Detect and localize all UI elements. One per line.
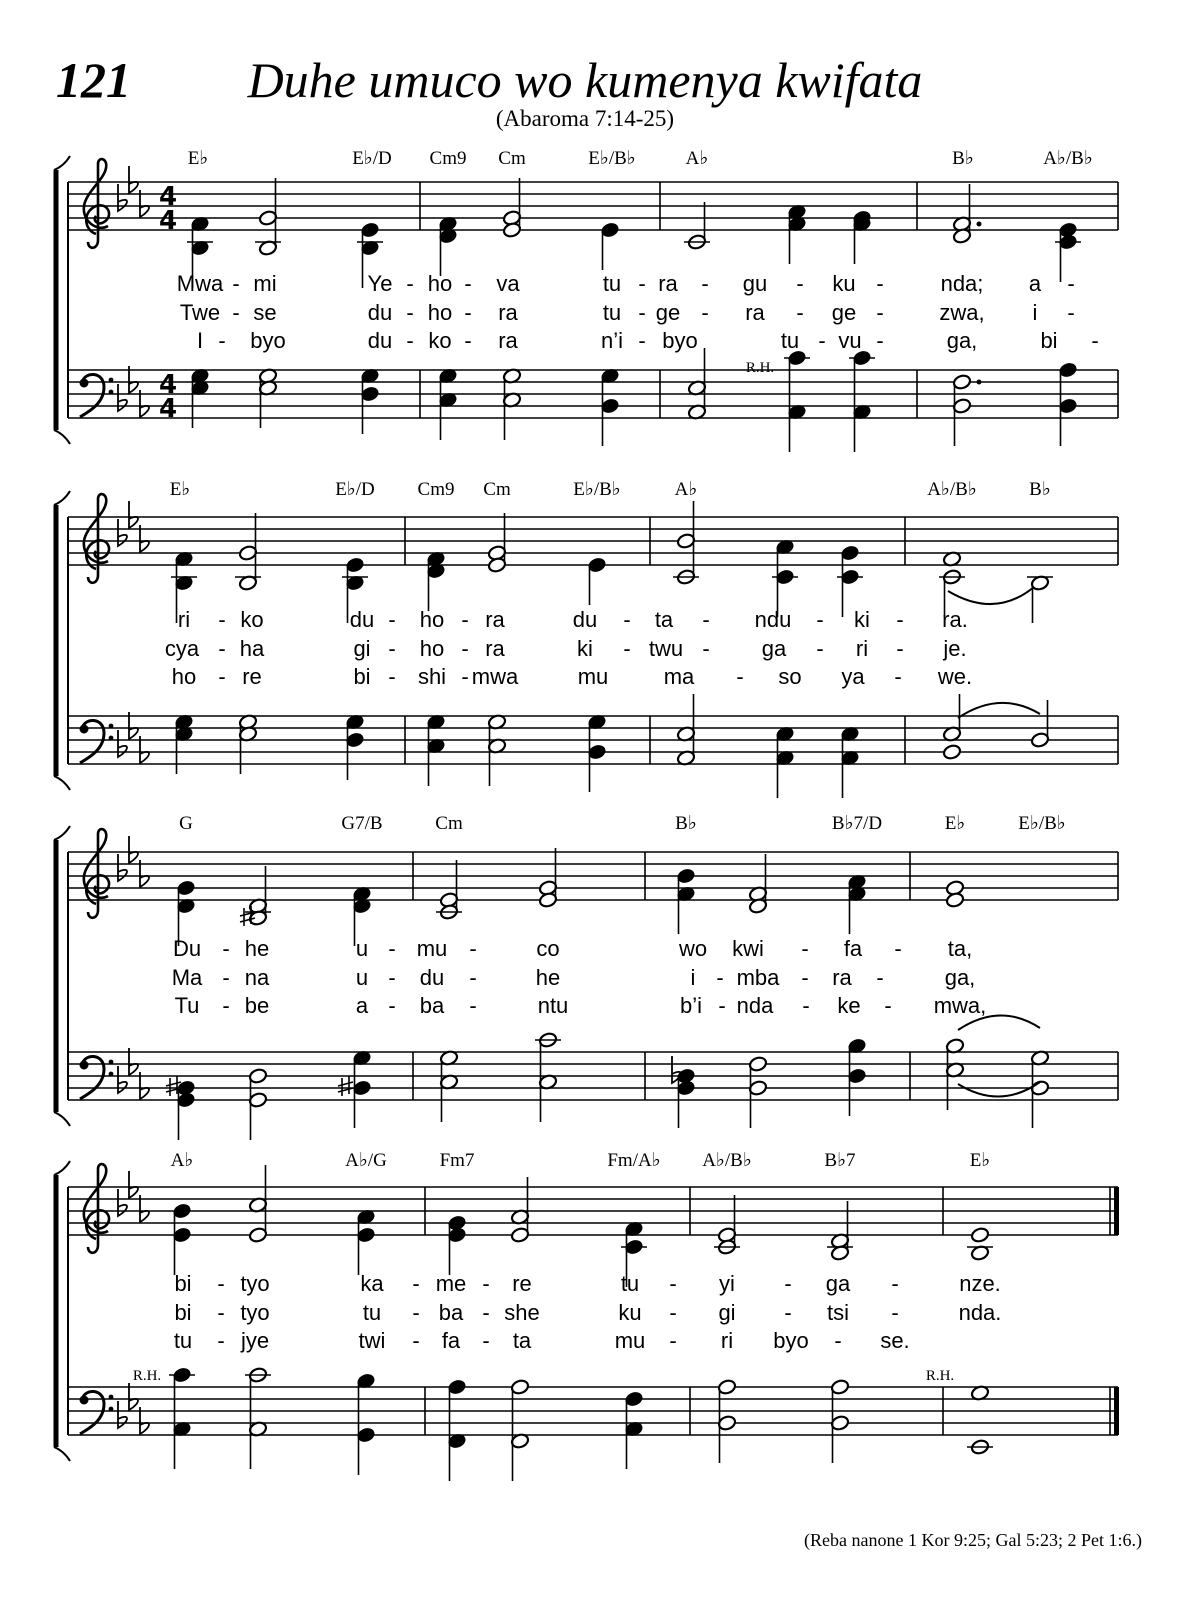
tie [948,587,1034,604]
lyric-syllable: tu [602,271,622,296]
lyric-hyphen: - [469,993,477,1018]
lyric-syllable: nda [736,993,774,1018]
lyric-syllable: i [1032,300,1038,325]
lyric-hyphen: - [1067,300,1075,325]
lyric-syllable: ha [239,636,265,661]
chord-symbol: B♭ [952,148,974,169]
chord-symbol: Fm/A♭ [607,1150,661,1171]
lyric-syllable: i [690,965,696,990]
lyric-hyphen: - [876,271,884,296]
bracket-hook-top [54,826,70,840]
lyric-syllable: Twe [179,300,221,325]
lyric-hyphen: - [1067,271,1075,296]
lyric-hyphen: - [701,271,709,296]
lyric-hyphen: - [669,1328,677,1353]
lyric-syllable: mwa, [933,993,987,1018]
lyric-syllable: ga, [946,328,978,353]
lyric-syllable: Du [172,936,202,961]
lyric-syllable: gi [718,1300,736,1325]
lyric-syllable: ga [825,1271,851,1296]
lyric-hyphen: - [669,1300,677,1325]
lyric-hyphen: - [412,1300,420,1325]
lyric-syllable: I [196,328,204,353]
lyric-syllable: ki [577,636,593,661]
flat-icon [118,519,127,546]
lyric-hyphen: - [876,965,884,990]
lyric-syllable: b’i [679,993,703,1018]
lyric-hyphen: - [891,1300,899,1325]
lyric-syllable: ho [427,271,453,296]
lyric-syllable: du [367,300,393,325]
chord-symbol: E♭ [944,813,966,834]
lyric-syllable: ndu [754,607,792,632]
lyric-syllable: ko [428,328,452,353]
lyric-syllable: se [253,300,277,325]
chord-symbol: E♭/B♭ [573,479,621,500]
bracket-hook-bottom [54,776,70,790]
chord-symbol: A♭/G [345,1150,387,1171]
lyric-syllable: mu [614,1328,646,1353]
lyric-hyphen: - [222,993,230,1018]
augmentation-dot [977,222,982,227]
lyric-syllable: ma [663,664,695,689]
lyric-hyphen: - [623,636,631,661]
lyric-hyphen: - [218,636,226,661]
bracket-hook-top [54,156,70,170]
flat-icon [118,730,127,757]
lyric-syllable: yi [719,1271,735,1296]
lyric-hyphen: - [896,607,904,632]
lyric-syllable: ba [419,993,445,1018]
lyric-syllable: byo [773,1328,809,1353]
flat-icon [129,836,138,863]
chord-symbol: E♭/B♭ [588,148,636,169]
chord-symbol: A♭/B♭ [927,479,977,500]
lyric-syllable: Mwa [176,271,224,296]
natural-icon [338,1076,353,1096]
lyric-syllable: ge [831,300,857,325]
lyric-syllable: he [244,936,270,961]
lyric-syllable: tyo [240,1300,270,1325]
right-hand-mark: R.H. [745,360,775,376]
lyric-syllable: mu [416,936,448,961]
lyric-syllable: a [355,993,369,1018]
chord-symbol: Cm [435,813,463,834]
lyric-hyphen: - [884,993,892,1018]
treble-note-notehead [970,1227,990,1244]
lyric-syllable: tsi [827,1300,849,1325]
lyric-syllable: shi [417,664,447,689]
bass-clef-dot [109,1072,114,1077]
lyric-syllable: fa [843,936,863,961]
lyric-hyphen: - [218,607,226,632]
lyric-syllable: tu [620,1271,640,1296]
lyric-syllable: du [367,328,393,353]
lyric-hyphen: - [412,1328,420,1353]
lyric-syllable: ko [240,607,264,632]
lyric-syllable: gi [353,636,371,661]
lyric-hyphen: - [464,300,472,325]
lyric-hyphen: - [876,300,884,325]
lyric-syllable: fa [441,1328,461,1353]
lyric-hyphen: - [876,328,884,353]
lyric-syllable: ra [745,300,765,325]
flat-icon [118,854,127,881]
lyric-syllable: Ye [367,271,393,296]
lyric-syllable: ku [832,271,856,296]
lyric-syllable: kwi [732,936,764,961]
lyric-hyphen: - [482,1271,490,1296]
lyric-syllable: bi [174,1271,192,1296]
lyric-hyphen: - [461,636,469,661]
lyric-hyphen: - [232,271,240,296]
lyric-syllable: be [244,993,270,1018]
bass-clef-dot [80,1396,89,1405]
bass-clef-dot [109,1395,114,1400]
lyric-syllable: ta [654,607,674,632]
lyric-hyphen: - [222,965,230,990]
lyric-hyphen: - [469,936,477,961]
lyric-hyphen: - [669,1271,677,1296]
lyric-hyphen: - [406,271,414,296]
chord-symbol: A♭/B♭ [1043,148,1093,169]
treble-clef-icon [84,1164,109,1253]
lyric-syllable: ri [855,636,869,661]
lyric-hyphen: - [816,607,824,632]
lyric-syllable: ka [360,1271,384,1296]
flat-icon [129,166,138,193]
lyric-hyphen: - [638,300,646,325]
lyric-syllable: ntu [537,993,569,1018]
chord-symbol: E♭ [169,479,191,500]
lyric-syllable: ra [832,965,852,990]
lyric-hyphen: - [388,936,396,961]
treble-clef-icon [84,494,109,583]
lyric-hyphen: - [388,993,396,1018]
lyric-syllable: bi [1040,328,1058,353]
lyric-syllable: ra [658,271,678,296]
lyric-hyphen: - [638,328,646,353]
treble-clef-path [84,494,109,583]
lyric-syllable: je. [943,636,967,661]
treble-note-notehead [945,892,965,909]
chord-symbol: E♭ [187,148,209,169]
lyric-hyphen: - [482,1328,490,1353]
lyric-syllable: we. [937,664,973,689]
chord-symbol: G7/B [341,813,383,834]
chord-symbol: Cm [498,148,526,169]
bass-clef-dot [109,390,114,395]
lyric-syllable: she [504,1300,540,1325]
lyric-syllable: ga, [944,965,976,990]
chord-symbol: A♭ [685,148,709,169]
augmentation-dot [977,380,982,385]
lyric-hyphen: - [464,271,472,296]
lyric-hyphen: - [834,1328,842,1353]
bass-clef-dot [109,724,114,729]
flat-icon [118,1189,127,1216]
treble-clef-path [84,159,109,248]
lyric-syllable: ra [485,636,505,661]
lyric-syllable: re [512,1271,532,1296]
lyric-syllable: ri [720,1328,734,1353]
lyric-syllable: Tu [174,993,200,1018]
scripture-reference: (Abaroma 7:14-25) [495,106,675,131]
bracket-hook-top [54,1161,70,1175]
lyric-syllable: cya [164,636,200,661]
treble-clef-path [84,829,109,918]
bass-clef-dot [80,1061,89,1070]
lyric-hyphen: - [716,965,724,990]
lyric-syllable: twu [648,636,684,661]
bracket-hook-bottom [54,430,70,444]
lyric-hyphen: - [388,664,396,689]
lyric-hyphen: - [638,271,646,296]
lyric-syllable: he [535,965,561,990]
lyric-hyphen: - [801,965,809,990]
lyric-hyphen: - [894,664,902,689]
lyric-syllable: tu [780,328,800,353]
lyric-syllable: byo [662,328,698,353]
lyric-hyphen: - [388,607,396,632]
lyric-syllable: nda; [940,271,984,296]
lyric-hyphen: - [796,300,804,325]
bass-clef-dot [109,1060,114,1065]
lyric-syllable: gu [742,271,768,296]
lyric-syllable: u [355,936,369,961]
lyric-hyphen: - [482,1300,490,1325]
chord-symbol: B♭ [675,813,697,834]
bass-clef-dot [109,378,114,383]
bracket-hook-bottom [54,1112,70,1126]
lyric-syllable: ho [171,664,197,689]
right-hand-mark: R.H. [132,1368,162,1384]
lyric-syllable: Ma [171,965,203,990]
lyric-syllable: re [242,664,262,689]
flat-icon [118,1401,127,1428]
lyric-syllable: du [419,965,445,990]
lyric-syllable: ta [512,1328,532,1353]
lyric-syllable: vu [838,328,862,353]
lyric-syllable: ge [655,300,681,325]
bass-clef-dot [80,379,89,388]
lyric-hyphen: - [623,607,631,632]
lyric-hyphen: - [702,636,710,661]
chord-symbol: E♭/B♭ [1018,813,1066,834]
bass-clef-dot [109,1407,114,1412]
flat-icon [118,1066,127,1093]
chord-symbol: Fm7 [439,1150,475,1171]
lyric-syllable: tu [173,1328,193,1353]
time-signature-bottom: 4 [158,206,178,236]
lyric-syllable: mi [253,271,277,296]
lyric-syllable: ya [841,664,865,689]
lyric-hyphen: - [412,1271,420,1296]
lyric-hyphen: - [217,1300,225,1325]
hymn-title-text: Duhe umuco wo kumenya kwifata [247,52,923,108]
chord-symbol: E♭ [969,1150,991,1171]
time-signature-bottom: 4 [158,394,178,424]
hymn-number: 121 [56,52,131,108]
chord-symbol: E♭/D [352,148,392,169]
bass-note-notehead [942,744,962,761]
chord-symbol: B♭7 [824,1150,856,1171]
lyric-syllable: mwa [471,664,519,689]
chord-symbol: Cm [483,479,511,500]
lyric-syllable: ra. [942,607,968,632]
bass-clef-dot [109,736,114,741]
lyric-syllable: se. [880,1328,910,1353]
lyric-syllable: mu [577,664,609,689]
lyric-hyphen: - [464,328,472,353]
lyric-syllable: a [1028,271,1042,296]
chord-symbol: B♭7/D [831,813,883,834]
flat-icon [129,501,138,528]
lyric-syllable: nda. [958,1300,1002,1325]
chord-symbol: G [179,813,193,834]
lyric-syllable: tu [602,300,622,325]
lyric-hyphen: - [406,328,414,353]
flat-icon [118,384,127,411]
right-hand-mark: R.H. [925,1368,955,1384]
lyric-syllable: ba [438,1300,464,1325]
lyric-syllable: ra [485,607,505,632]
chord-symbol: A♭ [170,1150,194,1171]
chord-symbol: E♭/D [335,479,375,500]
treble-clef-icon [84,829,109,918]
lyric-syllable: ho [419,636,445,661]
lyric-syllable: bi [353,664,371,689]
final-barline-thick [1114,1387,1119,1435]
lyric-hyphen: - [217,1328,225,1353]
lyric-hyphen: - [802,993,810,1018]
lyric-syllable: so [778,664,802,689]
lyric-hyphen: - [718,993,726,1018]
lyric-hyphen: - [891,1271,899,1296]
lyric-syllable: u [355,965,369,990]
bracket-hook-top [54,491,70,505]
lyric-syllable: ri [177,607,191,632]
lyric-syllable: ta, [947,936,973,961]
lyric-hyphen: - [388,636,396,661]
flat-icon [129,1171,138,1198]
lyric-hyphen: - [701,300,709,325]
lyric-syllable: co [536,936,560,961]
lyric-syllable: ho [419,607,445,632]
lyric-hyphen: - [784,1271,792,1296]
lyric-syllable: du [349,607,375,632]
time-signature-top: 4 [158,370,178,400]
lyric-hyphen: - [784,1300,792,1325]
chord-symbol: Cm9 [429,148,467,169]
lyric-hyphen: - [1091,328,1099,353]
lyric-syllable: wo [678,936,708,961]
lyric-syllable: tu [362,1300,382,1325]
chord-symbol: Cm9 [417,479,455,500]
lyric-syllable: du [572,607,598,632]
time-signature-top: 4 [158,182,178,212]
lyric-hyphen: - [736,664,744,689]
lyric-syllable: bi [174,1300,192,1325]
lyric-hyphen: - [406,300,414,325]
lyric-syllable: ku [618,1300,642,1325]
bracket-hook-bottom [54,1447,70,1461]
lyric-hyphen: - [222,936,230,961]
lyric-syllable: ho [427,300,453,325]
lyric-syllable: na [244,965,270,990]
lyric-hyphen: - [218,328,226,353]
lyric-hyphen: - [894,936,902,961]
lyric-syllable: jye [240,1328,270,1353]
lyric-syllable: ke [837,993,861,1018]
lyric-hyphen: - [796,271,804,296]
bass-clef-dot [80,725,89,734]
lyric-hyphen: - [818,328,826,353]
final-barline-thick [1114,1187,1119,1235]
lyric-syllable: byo [250,328,286,353]
lyric-hyphen: - [801,936,809,961]
lyric-syllable: mba [736,965,780,990]
lyric-syllable: n’i [600,328,624,353]
treble-clef-icon [84,159,109,248]
footer-references: (Reba nanone 1 Kor 9:25; Gal 5:23; 2 Pet 1:6.) [804,1530,1142,1550]
lyric-syllable: me [435,1271,467,1296]
lyric-hyphen: - [896,636,904,661]
lyric-hyphen: - [461,607,469,632]
lyric-syllable: ra [498,328,518,353]
lyric-syllable: ga [761,636,787,661]
lyric-hyphen: - [469,965,477,990]
lyric-syllable: zwa, [939,300,985,325]
lyric-syllable: twi [358,1328,386,1353]
lyric-syllable: tyo [240,1271,270,1296]
treble-clef-path [84,1164,109,1253]
chord-symbol: A♭/B♭ [702,1150,752,1171]
chord-symbol: B♭ [1029,479,1051,500]
lyric-hyphen: - [702,607,710,632]
lyric-hyphen: - [217,1271,225,1296]
lyric-syllable: ki [854,607,870,632]
lyric-hyphen: - [388,965,396,990]
tie [958,1082,1040,1097]
lyric-hyphen: - [218,664,226,689]
lyric-syllable: ra [498,300,518,325]
lyric-hyphen: - [232,300,240,325]
lyric-syllable: va [496,271,520,296]
flat-icon [118,184,127,211]
lyric-hyphen: - [816,636,824,661]
lyric-hyphen: - [461,664,469,689]
chord-symbol: A♭ [674,479,698,500]
lyric-syllable: nze. [959,1271,1001,1296]
